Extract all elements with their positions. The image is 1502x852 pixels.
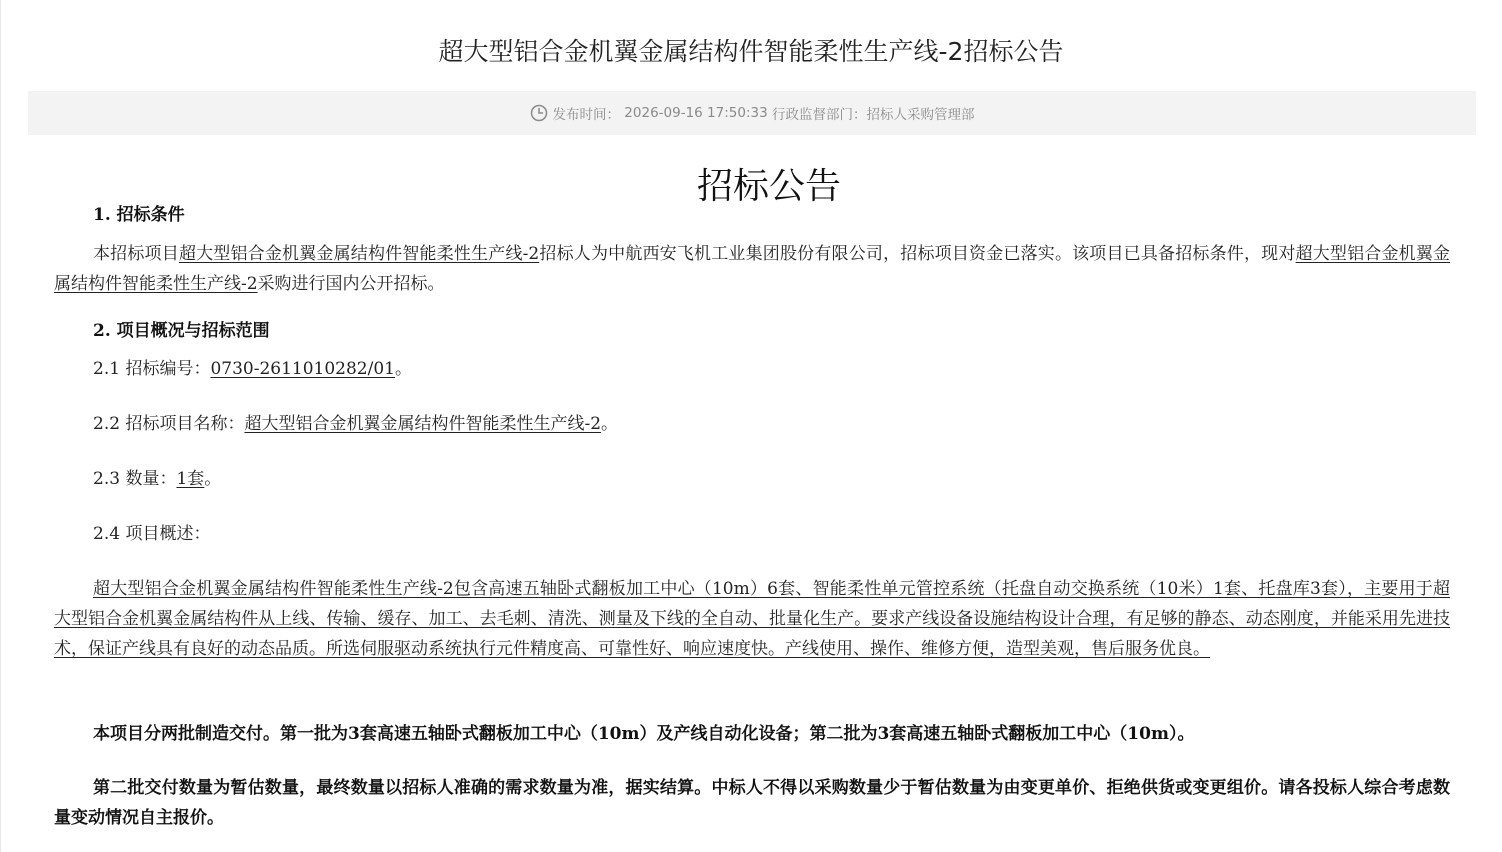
publish-meta-bar [28, 91, 1476, 135]
item-overview-label: 2.4 项目概述： [93, 524, 211, 544]
section-1-title: 1. 招标条件 [93, 205, 185, 225]
page-left-border [0, 0, 1, 852]
project-name-link: 超大型铝合金机翼金属结构件智能柔性生产线-2 [178, 244, 540, 264]
section-2-title: 2. 项目概况与招标范围 [93, 321, 270, 341]
supervision-dept-value: 招标人采购管理部 [866, 107, 975, 123]
second-batch-paragraph: 第二批交付数量为暂估数量，最终数量以招标人准确的需求数量为准，据实结算。中标人不得以采购数量少于暂估数量为由变更单价、拒绝供货或变更组价。请各投标人综合考虑数量变动情况自主报价。 [54, 778, 1450, 828]
clock-icon [530, 104, 548, 122]
publish-time-label: 发布时间： [552, 107, 620, 123]
section-1-paragraph: 本招标项目超大型铝合金机翼金属结构件智能柔性生产线-2招标人为中航西安飞机工业集团股份有限公司，招标项目资金已落实。该项目已具备招标条件，现对超大型铝合金机翼金属结构件智能柔性生产线-2采购进行国内公开招标。 [54, 244, 1451, 294]
item-project-name: 2.2 招标项目名称：超大型铝合金机翼金属结构件智能柔性生产线-2。 [93, 414, 619, 434]
page-title: 超大型铝合金机翼金属结构件智能柔性生产线-2招标公告 [438, 37, 1064, 66]
project-name-link: 超大型铝合金机翼金属结构件智能柔性生产线-2 [54, 244, 1451, 294]
quantity-value: 1套 [176, 469, 205, 489]
publish-time-value: 2026-09-16 17:50:33 [624, 105, 768, 121]
project-overview-paragraph [54, 574, 1450, 664]
item-tender-number: 2.1 招标编号：0730-2611010282/01。 [93, 359, 412, 379]
document-heading: 招标公告 [696, 166, 841, 207]
tender-number-value: 0730-2611010282/01 [210, 359, 395, 379]
delivery-batches-paragraph: 本项目分两批制造交付。第一批为3套高速五轴卧式翻板加工中心（10m）及产线自动化设备；第二批为3套高速五轴卧式翻板加工中心（10m）。 [93, 724, 1195, 744]
project-name-value: 超大型铝合金机翼金属结构件智能柔性生产线-2 [244, 414, 602, 434]
project-overview-text: 超大型铝合金机翼金属结构件智能柔性生产线-2包含高速五轴卧式翻板加工中心（10m）6套、智能柔性单元管控系统（托盘自动交换系统（10米）1套、托盘库3套），主要用于超大型铝合金机翼金属结构件从上线、传输、缓存、加工、去毛刺、清洗、测量及下线的全自动、批量化生产。要求产线设备设施结构设计合理，有足够的静态、动态刚度，并能采用先进技术，保证产线具有良好的动态品质。所选伺服驱动系统执行元件精度高、可靠性好、响应速度快。产线使用、操作、维修方便，造型美观，售后服务优良。 [54, 579, 1450, 659]
item-quantity: 2.3 数量：1套。 [93, 469, 222, 489]
supervision-dept-label: 行政监督部门： [771, 107, 867, 123]
